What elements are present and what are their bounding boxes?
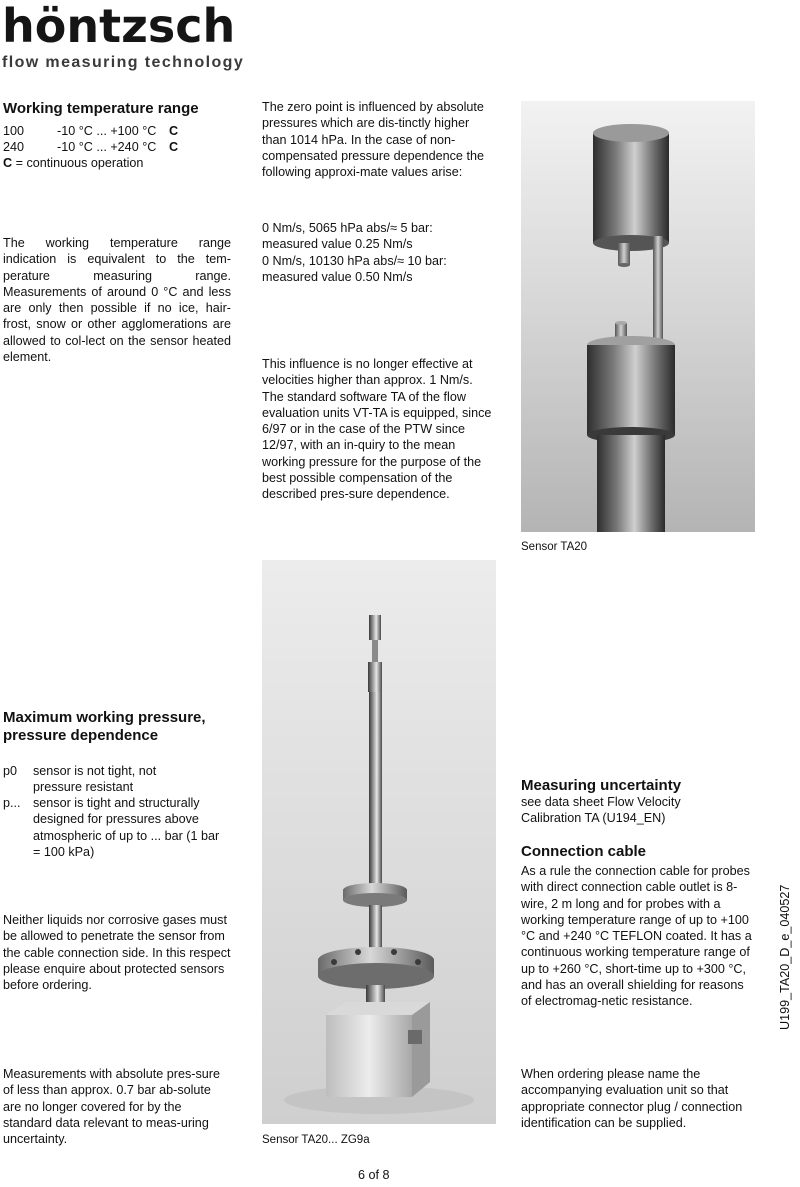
temperature-heading: Working temperature range xyxy=(3,100,199,117)
absolute-pressure-paragraph: Measurements with absolute pres-sure of less than approx. 0.7 bar ab-solute are no longer covered for by the standard data relevant to meas-uring uncertainty. xyxy=(3,1067,220,1147)
uncertainty-heading: Measuring uncertainty xyxy=(521,777,682,794)
definition-term: p... xyxy=(3,796,21,810)
definition-desc: sensor is tight and structurally designed for pressures above atmospheric of up to ... bar (1 bar = 100 kPa) xyxy=(33,796,220,859)
approx-value-line: measured value 0.50 Nm/s xyxy=(262,269,413,284)
document-code: U199_TA20_D_e_040527 xyxy=(778,884,792,1030)
pressure-definitions xyxy=(3,763,243,863)
cable-paragraph: As a rule the connection cable for probes with direct connection cable outlet is 8-wire, 2 m long and for probes with a working temperature range of up to +100 °C and +240 °C TEFLON coated. It has a continuous working temperature range of up to +260 °C, short-time up to +300 °C, and has an overall shielding for reasons of electromag-netic resistance. xyxy=(521,864,752,1009)
temperature-flag: C xyxy=(169,140,179,154)
influence-paragraph: This influence is no longer effective at velocities higher than approx. 1 Nm/s. The standard software TA of the flow evaluation units VT-TA is equipped, since 6/97 or in the case of the PTW since 12/97, with an in-quiry to the mean working pressure for the purpose of the best possible compensation of the described pres-sure dependence. xyxy=(262,357,492,502)
temperature-table xyxy=(3,123,243,157)
pressure-heading xyxy=(3,709,243,745)
zero-point-paragraph: The zero point is influenced by absolute pressures which are dis-tinctly higher than 1014 hPa. In the case of non-compensated pressure dependence the following approxi-mate values arise: xyxy=(262,100,484,180)
approx-value-line: measured value 0.25 Nm/s xyxy=(262,237,413,252)
uncertainty-text: see data sheet Flow Velocity Calibration TA (U194_EN) xyxy=(521,795,681,826)
definition-desc: sensor is not tight, not pressure resistant xyxy=(33,764,157,795)
brand-logo: höntzsch xyxy=(2,0,236,53)
liquids-paragraph: Neither liquids nor corrosive gases must be allowed to penetrate the sensor from the cable connection side. In this respect please enquire about protected sensors before ordering. xyxy=(3,913,231,993)
temperature-range: -10 °C ... +240 °C xyxy=(57,140,157,154)
temperature-code: 240 xyxy=(3,140,25,154)
sensor-ta20-illustration xyxy=(521,101,755,532)
legend-text: = continuous operation xyxy=(12,156,144,170)
page-number: 6 of 8 xyxy=(358,1168,390,1182)
temperature-legend xyxy=(3,155,243,171)
temperature-row xyxy=(3,139,178,155)
definition-term: p0 xyxy=(3,764,18,778)
temperature-flag: C xyxy=(169,124,179,138)
approx-value-line: 0 Nm/s, 5065 hPa abs/≈ 5 bar: xyxy=(262,221,433,235)
approx-values xyxy=(262,220,494,285)
ordering-paragraph: When ordering please name the accompanying evaluation unit so that appropriate connector plug / connection identification can be supplied. xyxy=(521,1067,743,1130)
temperature-row xyxy=(3,123,178,139)
sensor-zg9a-caption: Sensor TA20... ZG9a xyxy=(262,1134,370,1146)
sensor-zg9a-illustration xyxy=(262,560,496,1124)
approx-value-line: 0 Nm/s, 10130 hPa abs/≈ 10 bar: xyxy=(262,253,447,268)
legend-key: C xyxy=(3,156,13,170)
sensor-ta20-photo xyxy=(521,101,755,532)
cable-heading: Connection cable xyxy=(521,843,647,860)
brand-tagline: flow measuring technology xyxy=(2,54,245,71)
pressure-heading-line1: Maximum working pressure, xyxy=(3,709,206,726)
sensor-zg9a-photo xyxy=(262,560,496,1124)
pressure-heading-line2: pressure dependence xyxy=(3,727,159,744)
temperature-paragraph: The working temperature range indication is equivalent to the tem-perature measuring range. Measurements of around 0 °C and less are only then possible if no ice, hair-frost, snow or other agglomerations are allowed to col-lect on the sensor heated element. xyxy=(3,236,231,365)
temperature-code: 100 xyxy=(3,124,25,138)
sensor-ta20-caption: Sensor TA20 xyxy=(521,541,588,553)
temperature-range: -10 °C ... +100 °C xyxy=(57,124,157,138)
